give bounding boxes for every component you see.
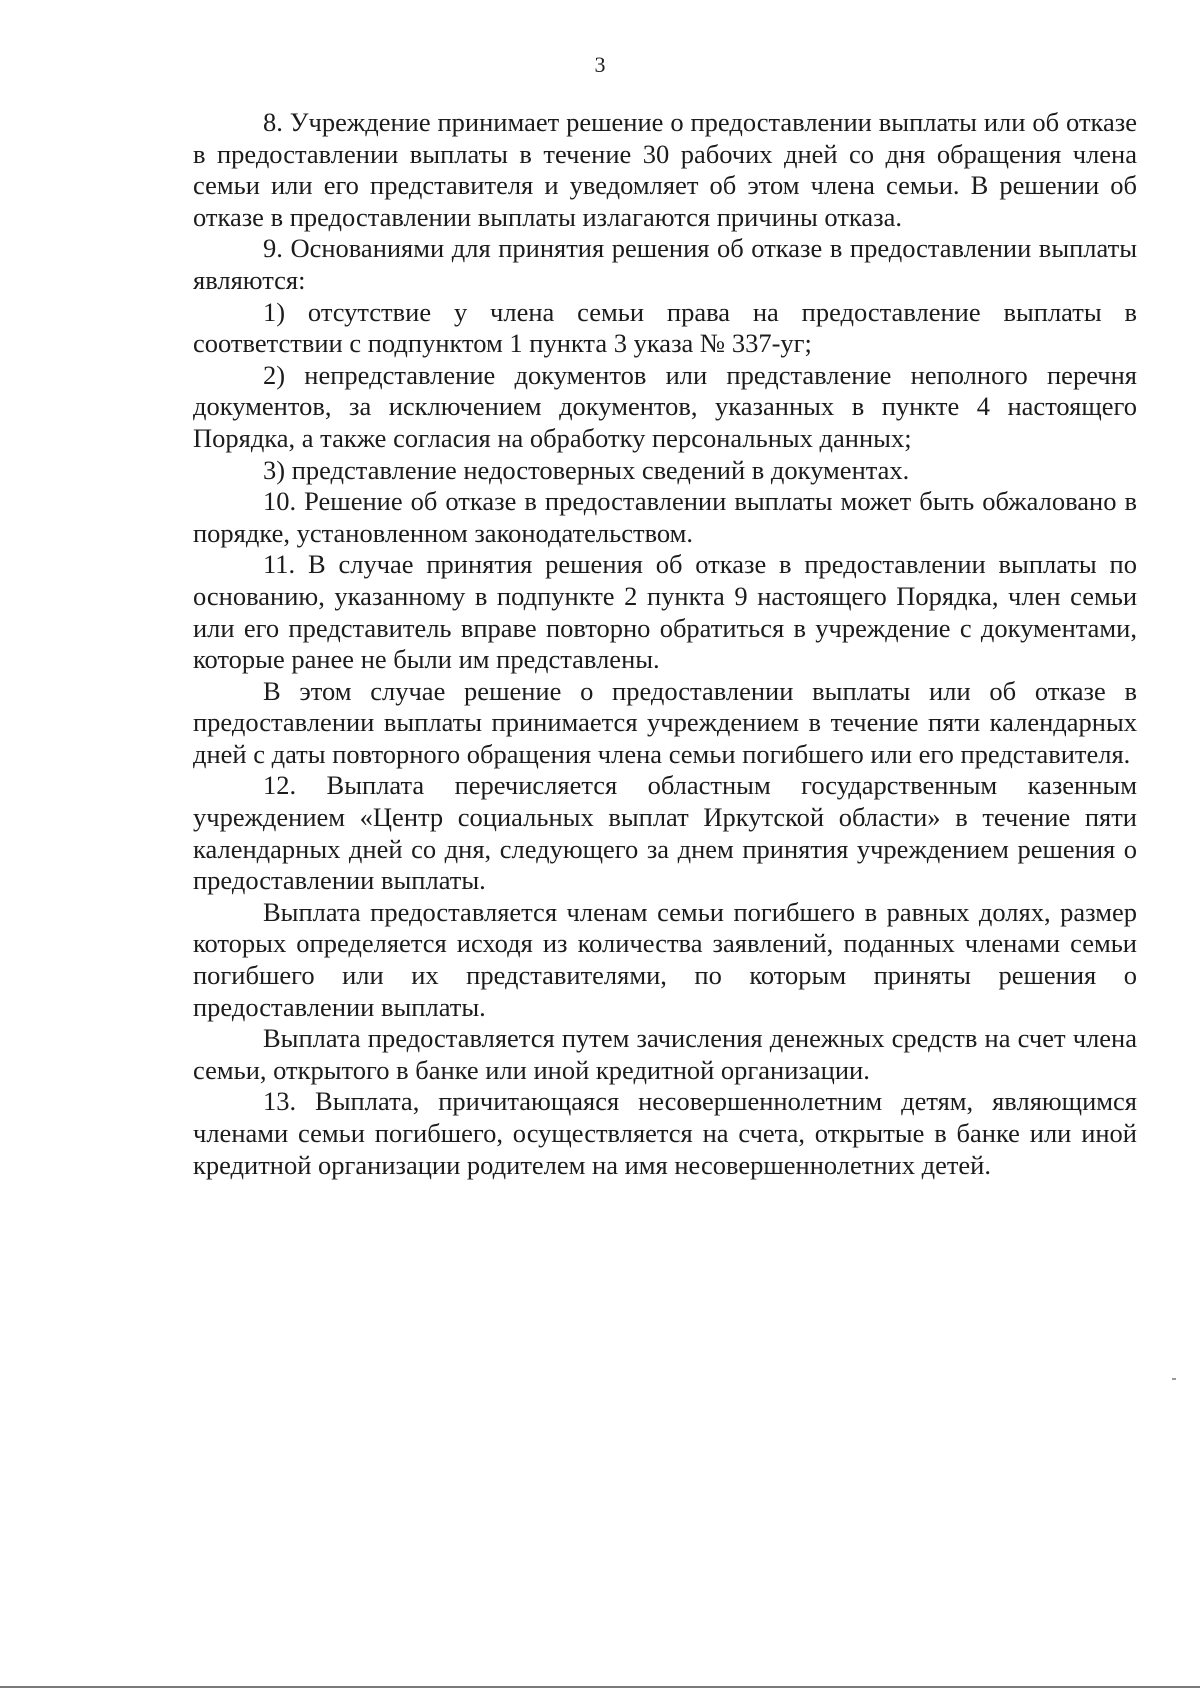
page-number: 3 [594, 52, 606, 77]
paragraph-12-account: Выплата предоставляется путем зачисления денежных средств на счет члена семьи, открытого в банке или иной кредитной организации. [193, 1023, 1137, 1085]
paragraph-9-item-2: 2) непредставление документов или представление неполного перечня документов, за исключением документов, указанных в пункте 4 настоящего Порядка, а также согласия на обработку персональных данных; [193, 359, 1137, 453]
paragraph-11-continued: В этом случае решение о предоставлении выплаты или об отказе в предоставлении выплаты принимается учреждением в течение пяти календарных дней с даты повторного обращения члена семьи погибшего или его представителя. [193, 675, 1137, 769]
document-body [193, 107, 1137, 1181]
scan-bottom-edge [0, 1686, 1200, 1688]
paragraph-12-shares: Выплата предоставляется членам семьи погибшего в равных долях, размер которых определяется исходя из количества заявлений, поданных членами семьи погибшего или их представителями, по которым приняты решения о предоставлении выплаты. [193, 896, 1137, 1022]
paragraph-9: 9. Основаниями для принятия решения об отказе в предоставлении выплаты являются: [193, 233, 1137, 295]
paragraph-9-item-1: 1) отсутствие у члена семьи права на предоставление выплаты в соответствии с подпунктом 1 пункта 3 указа № 337-уг; [193, 296, 1137, 359]
paragraph-11: 11. В случае принятия решения об отказе в предоставлении выплаты по основанию, указанному в подпункте 2 пункта 9 настоящего Порядка, член семьи или его представитель вправе повторно обратиться в учреждение с документами, которые ранее не были им представлены. [193, 549, 1137, 675]
paragraph-13: 13. Выплата, причитающаяся несовершеннолетним детям, являющимся членами семьи погибшего, осуществляется на счета, открытые в банке или иной кредитной организации родителем на имя несовершеннолетних детей. [193, 1086, 1137, 1180]
scan-mark [1172, 1378, 1176, 1380]
paragraph-8: 8. Учреждение принимает решение о предоставлении выплаты или об отказе в предоставлении выплаты в течение 30 рабочих дней со дня обращения члена семьи или его представителя и уведомляет об этом члена семьи. В решении об отказе в предоставлении выплаты излагаются причины отказа. [193, 107, 1137, 232]
paragraph-12: 12. Выплата перечисляется областным государственным казенным учреждением «Центр социальных выплат Иркутской области» в течение пяти календарных дней со дня, следующего за днем принятия учреждением решения о предоставлении выплаты. [193, 770, 1137, 896]
paragraph-10: 10. Решение об отказе в предоставлении выплаты может быть обжаловано в порядке, установленном законодательством. [193, 486, 1137, 548]
paragraph-9-item-3: 3) представление недостоверных сведений в документах. [263, 454, 910, 485]
